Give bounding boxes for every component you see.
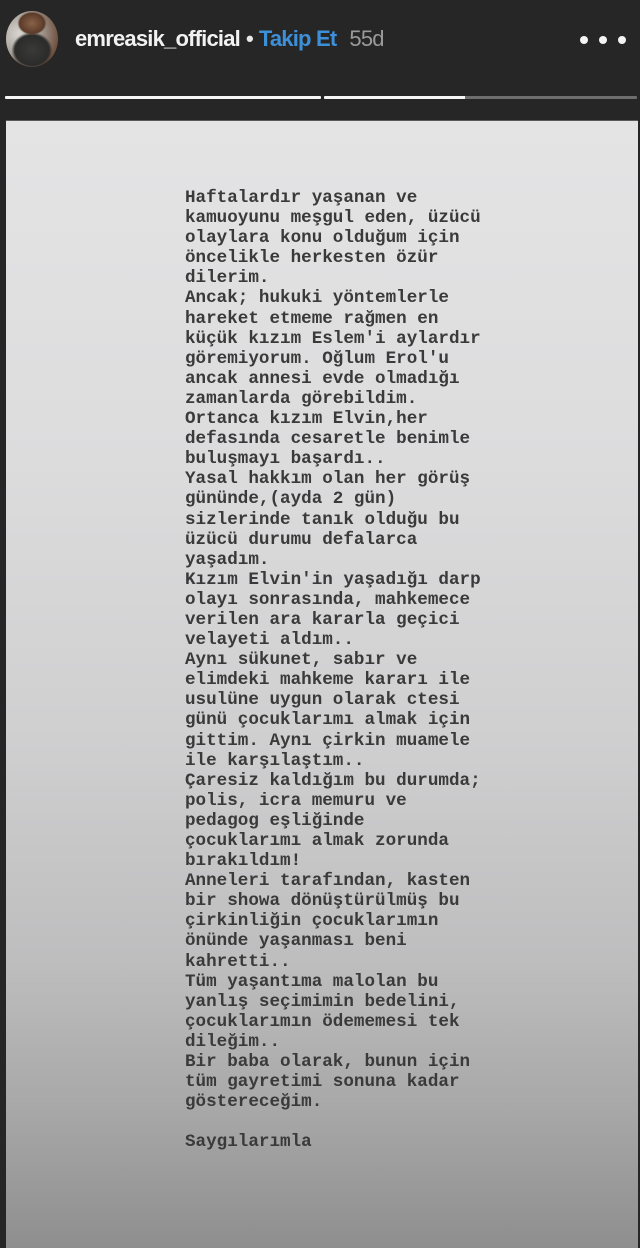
letter-line: verilen ara kararla geçici — [185, 609, 460, 630]
letter-line: çocuklarımı almak zorunda — [185, 831, 449, 851]
more-options-button[interactable] — [580, 32, 626, 48]
story-header — [0, 0, 640, 80]
letter-line: Haftalardır yaşanan ve — [185, 188, 418, 208]
letter-line: Saygılarımla — [185, 1132, 312, 1153]
letter-line: velayeti aldım.. — [185, 630, 354, 651]
progress-fill — [5, 96, 321, 99]
letter-line: tüm gayretimi sonuna kadar — [185, 1072, 460, 1093]
letter-line: göstereceğim. — [185, 1092, 323, 1113]
letter-line: Ancak; hukuki yöntemlerle — [185, 288, 449, 309]
more-horizontal-icon — [618, 36, 626, 44]
letter-line: gününde,(ayda 2 gün) — [185, 489, 397, 510]
letter-line: dileğim.. — [185, 1031, 281, 1052]
follow-button[interactable]: Takip Et — [258, 26, 337, 51]
letter-line: öncelikle herkesten özür — [185, 248, 439, 269]
letter-line: günü çocuklarımı almak için — [185, 710, 471, 731]
letter-line: bırakıldım! — [185, 851, 302, 872]
letter-line: bir showa dönüştürülmüş bu — [185, 891, 460, 912]
story-content[interactable] — [6, 120, 638, 1248]
letter-line: önünde yaşanması beni — [185, 931, 407, 952]
letter-line: sizlerinde tanık olduğu bu — [185, 509, 460, 530]
progress-fill — [324, 96, 465, 99]
letter-line: ile karşılaştım.. — [185, 750, 365, 771]
user-line — [75, 24, 384, 54]
letter-line: usulüne uygun olarak ctesi — [185, 690, 460, 711]
letter-line: Anneleri tarafından, kasten — [185, 871, 471, 892]
letter-line: Yasal hakkım olan her görüş — [185, 469, 471, 490]
letter-line: olayı sonrasında, mahkemece — [185, 589, 471, 610]
letter-line: zamanlarda görebildim. — [185, 388, 418, 409]
letter-line: yanlış seçimimin bedelini, — [185, 991, 460, 1012]
apology-letter-text — [185, 188, 481, 1153]
letter-line: defasında cesaretle benimle — [185, 429, 471, 450]
letter-line: üzücü durumu defalarca — [185, 529, 418, 550]
story-progress-segment-1 — [5, 96, 321, 99]
username-link[interactable]: emreasik_official — [75, 26, 240, 51]
letter-line: Kızım Elvin'in yaşadığı darp — [185, 569, 481, 590]
avatar[interactable] — [6, 11, 58, 67]
letter-line: kamuoyunu meşgul eden, üzücü — [185, 208, 481, 229]
letter-line: Ortanca kızım Elvin,her — [185, 409, 428, 430]
letter-line: küçük kızım Eslem'i aylardır — [185, 328, 481, 349]
letter-line — [185, 1112, 481, 1132]
letter-line: pedagog eşliğinde — [185, 810, 365, 831]
letter-line: polis, icra memuru ve — [185, 790, 407, 811]
more-horizontal-icon — [580, 36, 588, 44]
letter-line: göremiyorum. Oğlum Erol'u — [185, 348, 449, 369]
letter-line: ancak annesi evde olmadığı — [185, 368, 460, 389]
letter-line: Çaresiz kaldığım bu durumda; — [185, 770, 481, 791]
letter-line: Aynı sükunet, sabır ve — [185, 650, 418, 671]
letter-line: elimdeki mahkeme kararı ile — [185, 670, 471, 691]
letter-line: kahretti.. — [185, 951, 291, 972]
letter-line: olaylara konu olduğum için — [185, 228, 460, 249]
letter-line: yaşadım. — [185, 549, 270, 570]
post-age: 55d — [349, 26, 384, 51]
letter-line: çocuklarımın ödememesi tek — [185, 1011, 460, 1032]
more-horizontal-icon — [599, 36, 607, 44]
letter-line: dilerim. — [185, 268, 270, 289]
letter-line: buluşmayı başardı.. — [185, 449, 386, 470]
letter-line: gittim. Aynı çirkin muamele — [185, 730, 471, 751]
story-progress-segment-2 — [324, 96, 637, 99]
letter-line: hareket etmeme rağmen en — [185, 308, 439, 329]
separator-dot: • — [245, 26, 253, 51]
letter-line: Tüm yaşantıma malolan bu — [185, 971, 439, 992]
letter-line: çirkinliğin çocuklarımın — [185, 911, 439, 932]
letter-line: Bir baba olarak, bunun için — [185, 1052, 471, 1073]
